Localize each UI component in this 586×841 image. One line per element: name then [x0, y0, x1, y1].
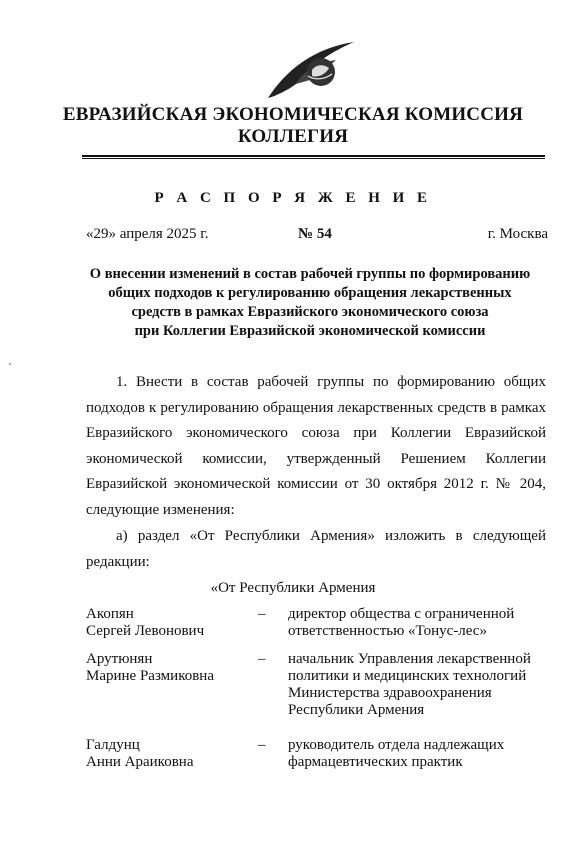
title-line: общих подходов к регулированию обращения лекарственных: [108, 285, 512, 301]
paragraph-line: следующие изменения:: [86, 501, 235, 518]
member-list: [86, 606, 546, 771]
member-name: [86, 651, 258, 719]
organization-body: КОЛЛЕГИЯ: [237, 126, 349, 147]
member-name: [86, 737, 258, 771]
document-title: [60, 265, 560, 341]
member-given-name: Анни Араиковна: [86, 754, 194, 770]
member-name: [86, 606, 258, 640]
position-line: Республики Армения: [288, 702, 425, 718]
member-dash: –: [258, 651, 266, 667]
member-surname: Галдунц: [86, 737, 140, 753]
paragraph-line: Евразийского экономического союза при Коллегии Евразийской: [86, 425, 546, 441]
scan-speck: [9, 363, 11, 365]
position-line: начальник Управления лекарственной: [288, 651, 531, 667]
document-type: Р А С П О Р Я Ж Е Н И Е: [154, 190, 432, 206]
title-line: средств в рамках Евразийского экономического союза: [131, 304, 489, 320]
paragraph-line: экономической комиссии, утвержденный Решением Коллегии: [86, 450, 546, 467]
paragraph-line: а) раздел «От Республики Армения» изложить в следующей: [116, 528, 546, 544]
member-position: [288, 606, 546, 640]
member-given-name: Марине Размиковна: [86, 668, 214, 684]
paragraph-line: редакции:: [86, 553, 150, 570]
subparagraph-a: [86, 524, 546, 575]
member-position: [288, 651, 546, 719]
member-dash: –: [258, 737, 266, 753]
position-line: ответственностью «Тонус-лес»: [288, 623, 487, 639]
member-entry: [86, 651, 546, 719]
member-position: [288, 737, 546, 771]
paragraph-line: Евразийской экономической комиссии от 30 октября 2012 г. № 204,: [86, 476, 546, 492]
position-line: Министерства здравоохранения: [288, 685, 492, 701]
title-line: О внесении изменений в состав рабочей группы по формированию: [89, 266, 531, 282]
member-entry: [86, 737, 546, 771]
document-city: г. Москва: [487, 226, 548, 242]
position-line: фармацевтических практик: [288, 754, 463, 770]
position-line: политики и медицинских технологий: [288, 668, 527, 684]
organization-name: ЕВРАЗИЙСКАЯ ЭКОНОМИЧЕСКАЯ КОМИССИЯ: [62, 104, 524, 125]
eec-emblem-logo: [266, 40, 356, 100]
header-rule-thick: [82, 155, 545, 157]
member-surname: Арутюнян: [86, 651, 153, 667]
member-surname: Акопян: [86, 606, 134, 622]
position-line: директор общества с ограниченной: [288, 606, 515, 622]
document-date: «29» апреля 2025 г.: [86, 226, 209, 242]
document-number: № 54: [298, 226, 332, 242]
section-heading: «От Республики Армения: [210, 580, 376, 596]
position-line: руководитель отдела надлежащих: [288, 737, 505, 753]
header-rule-thin: [82, 158, 545, 159]
member-entry: [86, 606, 546, 640]
title-line: при Коллегии Евразийской экономической комиссии: [134, 323, 486, 339]
member-given-name: Сергей Левонович: [86, 623, 205, 639]
paragraph-1: [86, 370, 546, 523]
member-dash: –: [258, 606, 266, 622]
paragraph-line: 1. Внести в состав рабочей группы по формированию общих: [116, 374, 546, 390]
paragraph-line: подходов к регулированию обращения лекарственных средств в рамках: [86, 399, 546, 416]
